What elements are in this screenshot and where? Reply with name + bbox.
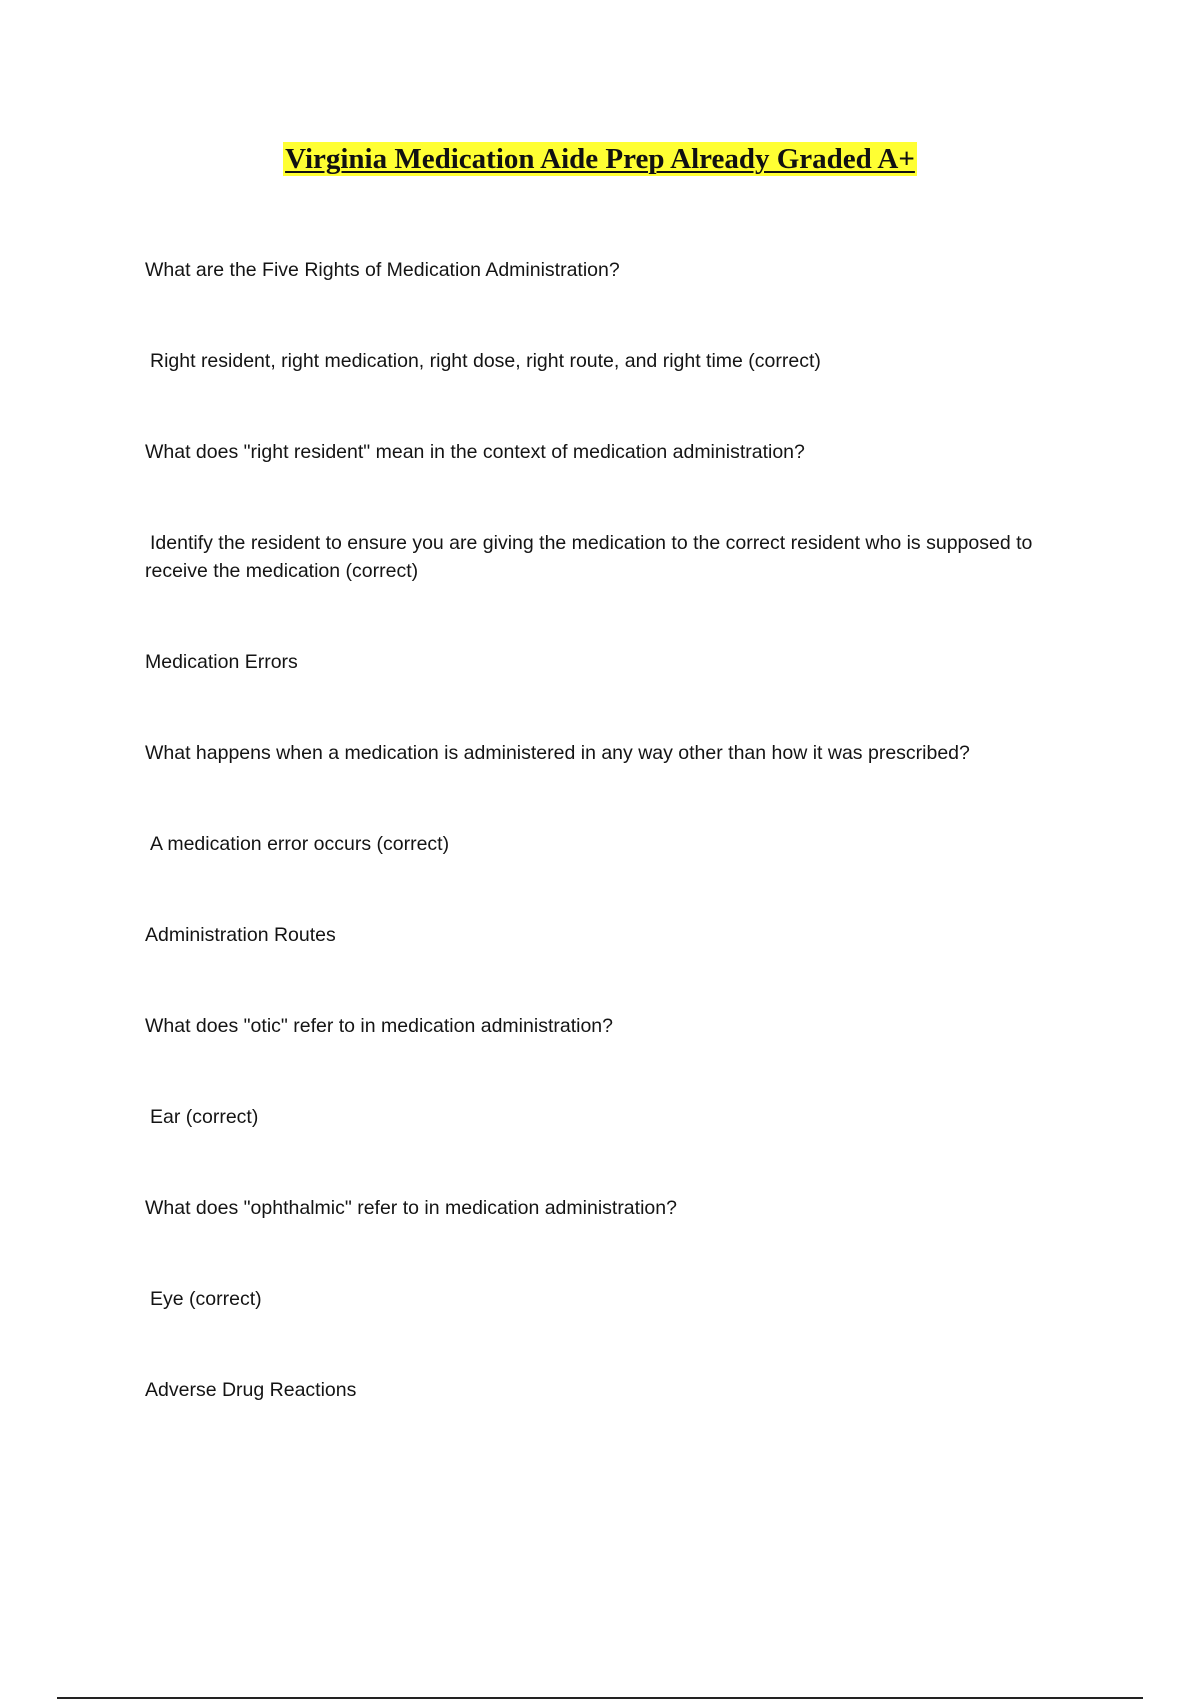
title-container — [0, 142, 1200, 176]
page-bottom-rule — [57, 1697, 1143, 1699]
section-heading-medication-errors: Medication Errors — [145, 651, 298, 673]
answer-right-resident: Identify the resident to ensure you are giving the medication to the correct resident who is supposed to receive the medication (correct) — [145, 532, 1038, 582]
answer-medication-error: A medication error occurs (correct) — [150, 833, 450, 855]
answer-five-rights: Right resident, right medication, right dose, right route, and right time (correct) — [150, 350, 821, 372]
question-right-resident: What does "right resident" mean in the context of medication administration? — [145, 441, 805, 463]
answer-ophthalmic: Eye (correct) — [150, 1288, 262, 1310]
question-ophthalmic: What does "ophthalmic" refer to in medication administration? — [145, 1197, 677, 1219]
question-five-rights: What are the Five Rights of Medication Administration? — [145, 259, 620, 281]
question-otic: What does "otic" refer to in medication administration? — [145, 1015, 613, 1037]
document-title: Virginia Medication Aide Prep Already Graded A+ — [285, 143, 915, 175]
question-medication-error: What happens when a medication is administered in any way other than how it was prescribed? — [145, 742, 970, 764]
answer-otic: Ear (correct) — [150, 1106, 259, 1128]
section-heading-adverse-drug-reactions: Adverse Drug Reactions — [145, 1379, 357, 1401]
section-heading-administration-routes: Administration Routes — [145, 924, 336, 946]
